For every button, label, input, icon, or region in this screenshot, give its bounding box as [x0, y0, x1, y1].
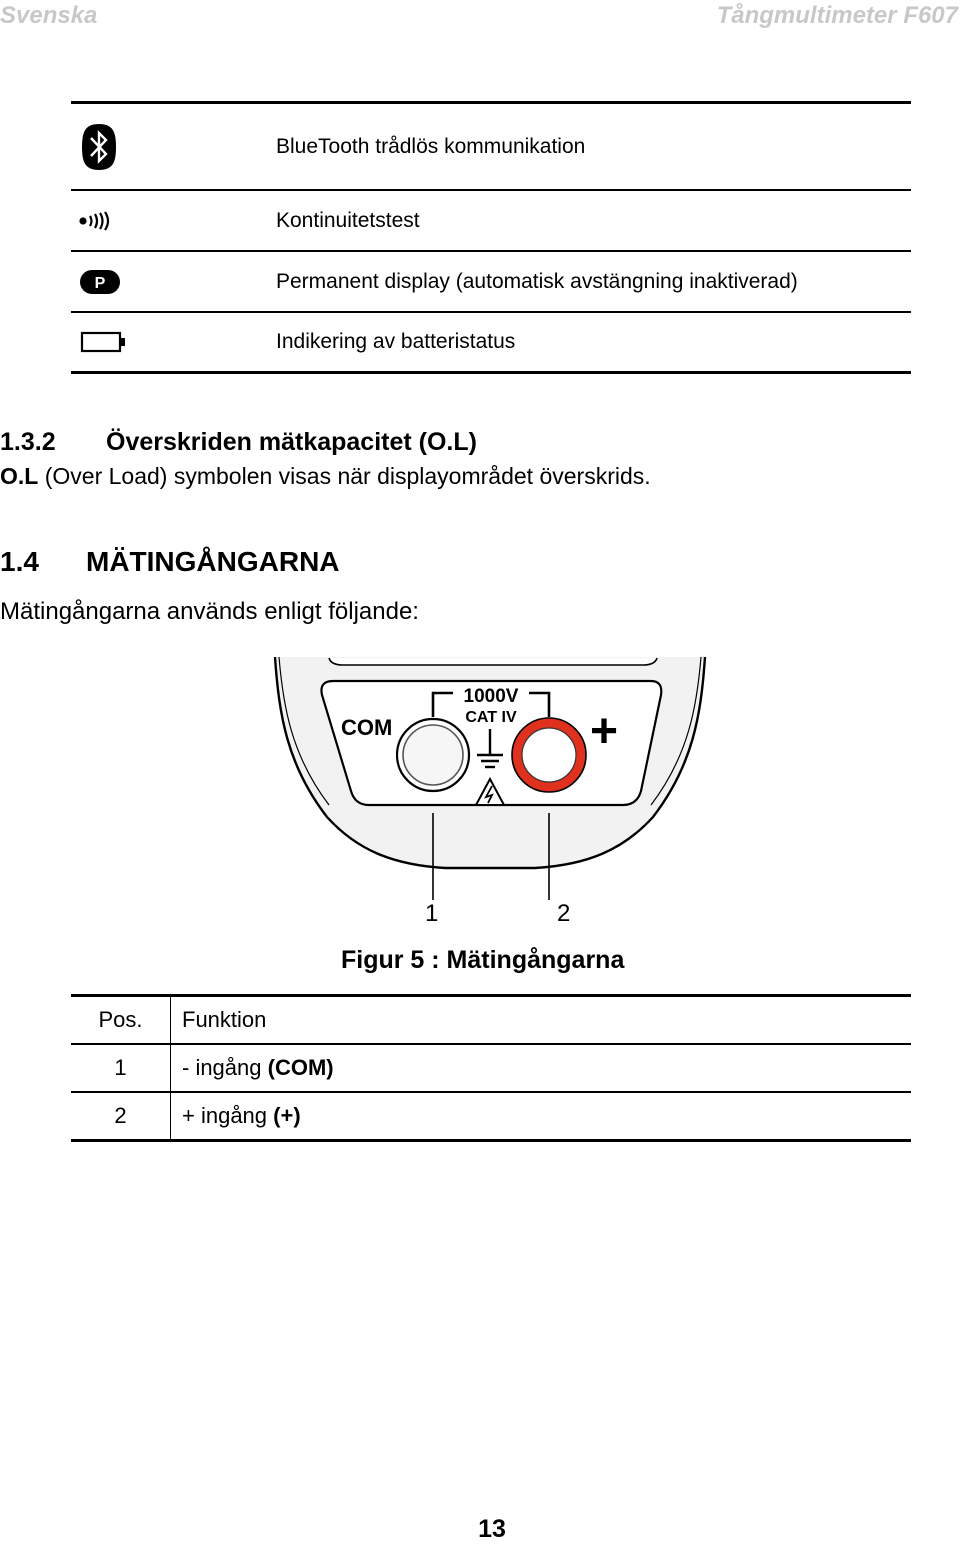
page-number: 13 [478, 1515, 506, 1543]
section-number: 1.3.2 [0, 428, 56, 456]
section-heading-1-4 [0, 546, 340, 578]
symbol-text: Permanent display (automatisk avstängning inaktiverad) [276, 269, 798, 293]
header-language: Svenska [0, 2, 98, 29]
symbol-text: BlueTooth trådlös kommunikation [276, 134, 586, 158]
symbol-table [71, 101, 911, 374]
table-cell-function [171, 1092, 912, 1141]
symbol-row-battery [71, 311, 911, 374]
symbol-row-continuity [71, 189, 911, 250]
function-bold: (COM) [267, 1055, 334, 1080]
function-text: + ingång [182, 1103, 274, 1128]
position-table [71, 994, 911, 1142]
column-header-pos: Pos. [71, 996, 171, 1045]
body-text: (Over Load) symbolen visas när displayområdet överskrids. [38, 463, 651, 489]
symbol-text: Indikering av batteristatus [276, 330, 516, 353]
section-number: 1.4 [0, 546, 39, 577]
com-label: COM [341, 715, 393, 740]
permanent-display-icon-label: P [94, 274, 106, 292]
symbol-row-permanent-display [71, 250, 911, 311]
section-heading-1-3-2 [0, 428, 477, 457]
function-text: - ingång [182, 1055, 268, 1080]
table-cell-pos: 2 [71, 1092, 171, 1141]
input-jacks-figure [265, 655, 715, 900]
bluetooth-icon [79, 104, 119, 189]
callout-2: 2 [557, 900, 571, 927]
section-body-1-4: Mätingångarna används enligt följande: [0, 598, 419, 625]
column-header-function: Funktion [171, 996, 912, 1045]
body-bold-term: O.L [0, 463, 39, 489]
symbol-text: Kontinuitetstest [276, 208, 420, 232]
section-title: MÄTINGÅNGARNA [86, 546, 340, 577]
table-cell-pos: 1 [71, 1044, 171, 1092]
rating-voltage-label: 1000V [463, 686, 519, 707]
header-product: Tångmultimeter F607 [716, 2, 958, 29]
callout-1: 1 [425, 900, 439, 927]
plus-label: + [589, 705, 619, 758]
permanent-display-icon [79, 252, 121, 311]
table-row [71, 1044, 911, 1092]
function-bold: (+) [273, 1103, 301, 1128]
table-row [71, 1092, 911, 1141]
section-title: Överskriden mätkapacitet (O.L) [106, 428, 477, 456]
table-header-row [71, 996, 911, 1045]
battery-icon [79, 313, 127, 371]
table-cell-function [171, 1044, 912, 1092]
section-body-1-3-2 [0, 463, 651, 490]
figure-caption: Figur 5 : Mätingångarna [341, 946, 625, 974]
rating-category-label: CAT IV [465, 709, 517, 726]
symbol-row-bluetooth [71, 101, 911, 189]
continuity-icon [79, 191, 113, 250]
